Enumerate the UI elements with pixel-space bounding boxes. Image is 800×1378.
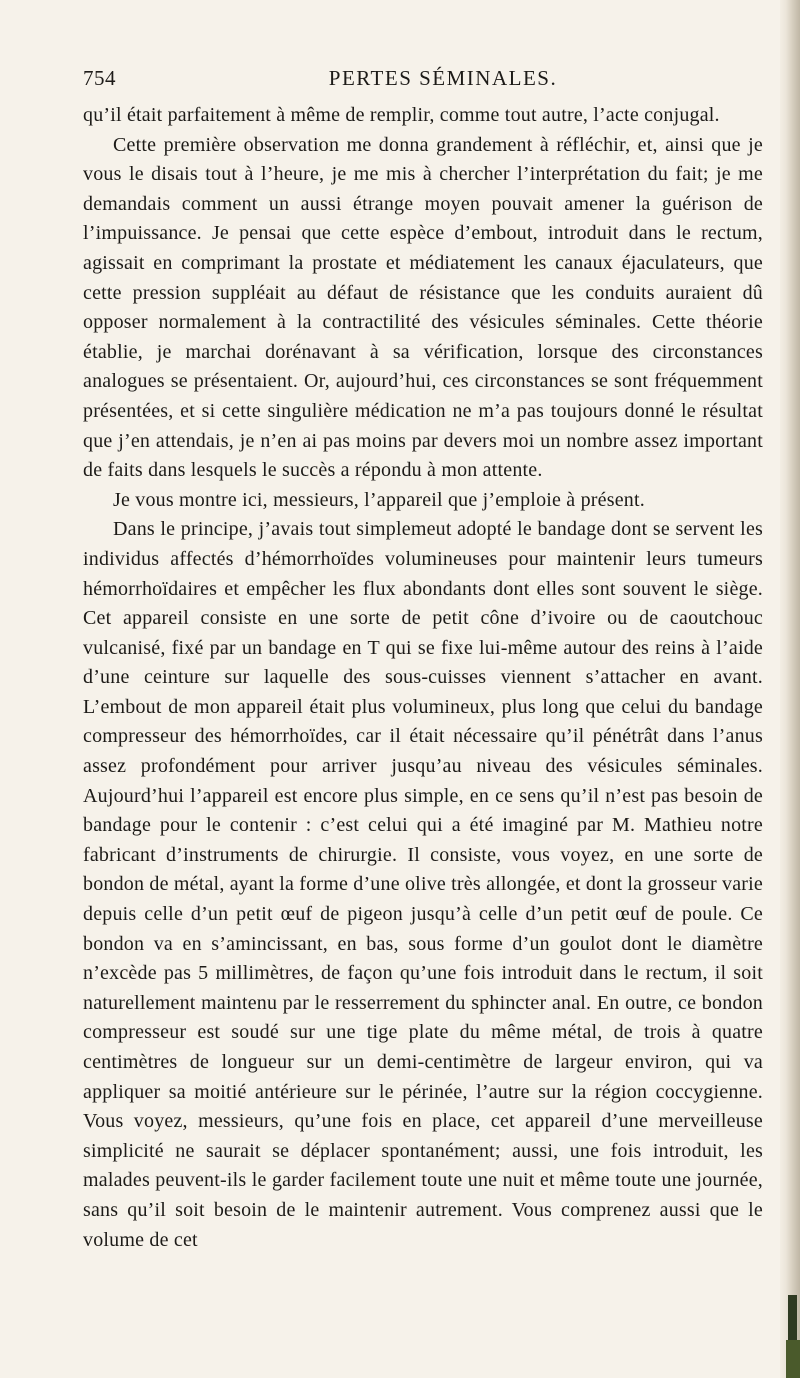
body-text: [83, 101, 763, 1255]
paragraph: Cette première observation me donna grandement à réfléchir, et, ainsi que je vous le disais tout à l’heure, je me mis à chercher l’interprétation du fait; je me demandais comment un aussi étrange moyen pouvait amener la guérison de l’impuissance. Je pensai que cette espèce d’embout, introduit dans le rectum, agissait en comprimant la prostate et médiatement les canaux éjaculateurs, que cette pression suppléait au défaut de résistance que les conduits auraient dû opposer normalement à la contractilité des vésicules séminales. Cette théorie établie, je marchai dorénavant à sa vérification, lorsque des circonstances analogues se présentaient. Or, aujourd’hui, ces circonstances se sont fréquemment présentées, et si cette singulière médication ne m’a pas toujours donné le résultat que j’en attendais, je n’en ai pas moins par devers moi un nombre assez important de faits dans lesquels le succès a répondu à mon attente.: [83, 133, 763, 482]
page-number: 754: [83, 66, 116, 90]
page-header: [83, 66, 763, 96]
paragraph-continuation: qu’il était parfaitement à même de remplir, comme tout autre, l’acte conjugal.: [83, 104, 720, 126]
page-edge-shadow: [780, 0, 800, 1378]
paragraph: Dans le principe, j’avais tout simplemeut adopté le bandage dont se servent les individus affectés d’hémorrhoïdes volumineuses pour maintenir leurs tumeurs hémorrhoïdaires et empêcher les flux abondants dont elles sont souvent le siège. Cet appareil consiste en une sorte de petit cône d’ivoire ou de caoutchouc vulcanisé, fixé par un bandage en T qui se fixe lui-même autour des reins à l’aide d’une ceinture sur laquelle des sous-cuisses viennent s’attacher en avant. L’embout de mon appareil était plus volumineux, plus long que celui du bandage compresseur des hémorrhoïdes, car il était nécessaire qu’il pénétrât dans l’anus assez profondément pour arriver jusqu’au niveau des vésicules séminales. Aujourd’hui l’appareil est encore plus simple, en ce sens qu’il n’est pas besoin de bandage pour le contenir : c’est celui qui a été imaginé par M. Mathieu notre fabricant d’instruments de chirurgie. Il consiste, vous voyez, en une sorte de bondon de métal, ayant la forme d’une olive très allongée, et dont la grosseur varie depuis celle d’un petit œuf de pigeon jusqu’à celle d’un petit œuf de poule. Ce bondon va en s’amincissant, en bas, sous forme d’un goulot dont le diamètre n’excède pas 5 millimètres, de façon qu’une fois introduit dans le rectum, il soit naturellement maintenu par le resserrement du sphincter anal. En outre, ce bondon compresseur est soudé sur une tige plate du même métal, de trois à quatre centimètres de longueur sur un demi-centimètre de largeur environ, qui va appliquer sa moitié antérieure sur le périnée, l’autre sur la région coccygienne. Vous voyez, messieurs, qu’une fois en place, cet appareil d’une merveilleuse simplicité ne saurait se déplacer spontanément; aussi, une fois introduit, les malades peuvent-ils le garder facilement toute une nuit et même toute une journée, sans qu’il soit besoin de le maintenir autrement. Vous comprenez aussi que le volume de cet: [83, 518, 763, 1251]
paragraph: Je vous montre ici, messieurs, l’appareil que j’emploie à présent.: [113, 488, 645, 511]
edge-mark: [786, 1340, 800, 1378]
running-title: PERTES SÉMINALES.: [328, 66, 558, 90]
